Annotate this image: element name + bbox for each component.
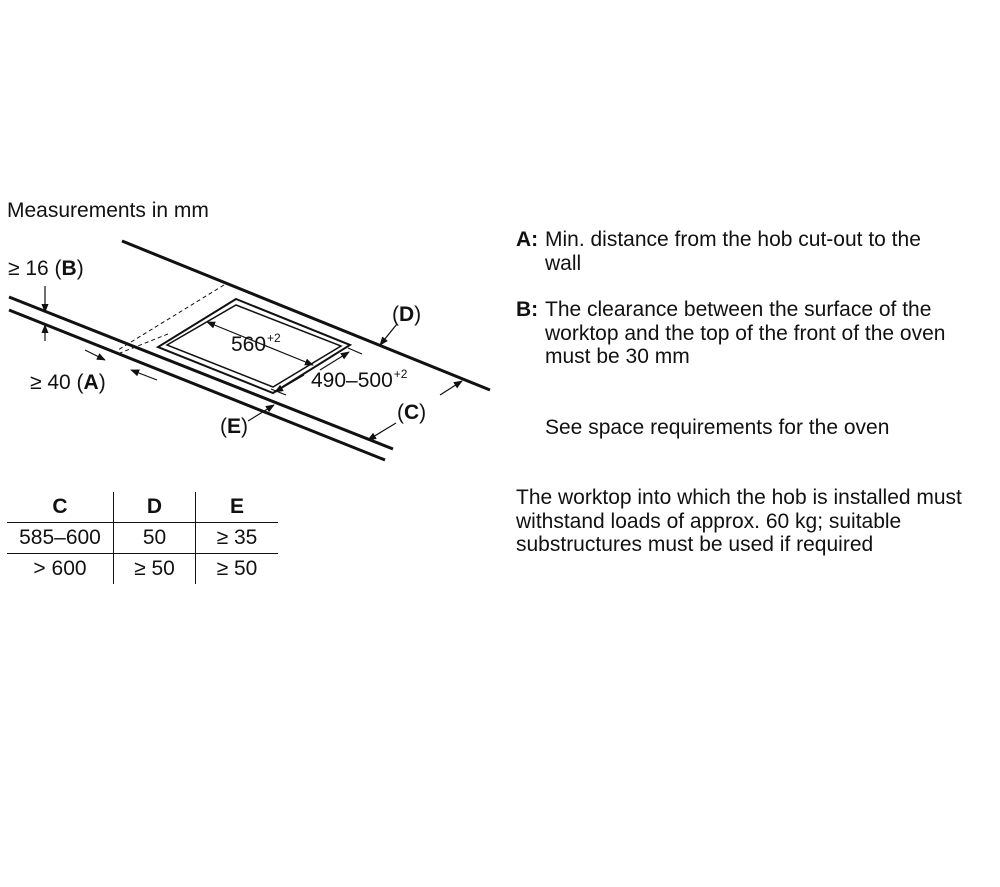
note-worktop-load: The worktop into which the hob is installed must withstand loads of approx. 60 kg; suitable substructures must be used if required — [516, 486, 962, 556]
label-a: ≥ 40 (A) — [30, 371, 106, 394]
dimension-tick-depth — [348, 348, 362, 354]
label-e: (E) — [220, 415, 249, 438]
note-a-key: A: — [516, 228, 539, 251]
label-b: ≥ 16 (B) — [8, 257, 84, 280]
dimension-arrow-a — [85, 350, 105, 360]
clearance-table — [7, 492, 278, 584]
label-c: (C) — [397, 401, 427, 424]
dashed-guide-line — [118, 285, 224, 350]
note-b — [516, 298, 950, 369]
note-a-text: Min. distance from the hob cut-out to the wall — [545, 228, 921, 275]
table-cell: ≥ 50 — [196, 554, 279, 585]
note-space-requirements: See space requirements for the oven — [545, 416, 890, 439]
note-b-key: B: — [516, 298, 539, 321]
table-header: D — [114, 492, 196, 523]
table-header: C — [7, 492, 114, 523]
label-d: (D) — [392, 303, 422, 326]
table-cell: > 600 — [33, 557, 87, 580]
table-header-row — [7, 492, 278, 523]
table-header: E — [196, 492, 279, 523]
table-row — [7, 554, 278, 585]
dimension-arrow-c — [440, 381, 462, 395]
table-cell: 585–600 — [7, 523, 114, 554]
label-width: $560^{+2}$ — [231, 331, 281, 356]
table-cell: 50 — [114, 523, 196, 554]
dimension-arrow-a — [131, 370, 157, 380]
table-cell: ≥ 50 — [114, 554, 196, 585]
note-a — [516, 228, 945, 275]
dimension-arrow-d — [380, 324, 397, 345]
table-row — [7, 523, 278, 554]
label-depth: $490-500^{+2}$ — [311, 367, 408, 392]
dimension-arrow-c — [368, 423, 396, 440]
measurements-heading: Measurements in mm — [7, 199, 209, 222]
table-cell: ≥ 35 — [196, 523, 279, 554]
note-b-text: The clearance between the surface of the worktop and the top of the front of the oven must be 30 mm — [545, 298, 946, 368]
